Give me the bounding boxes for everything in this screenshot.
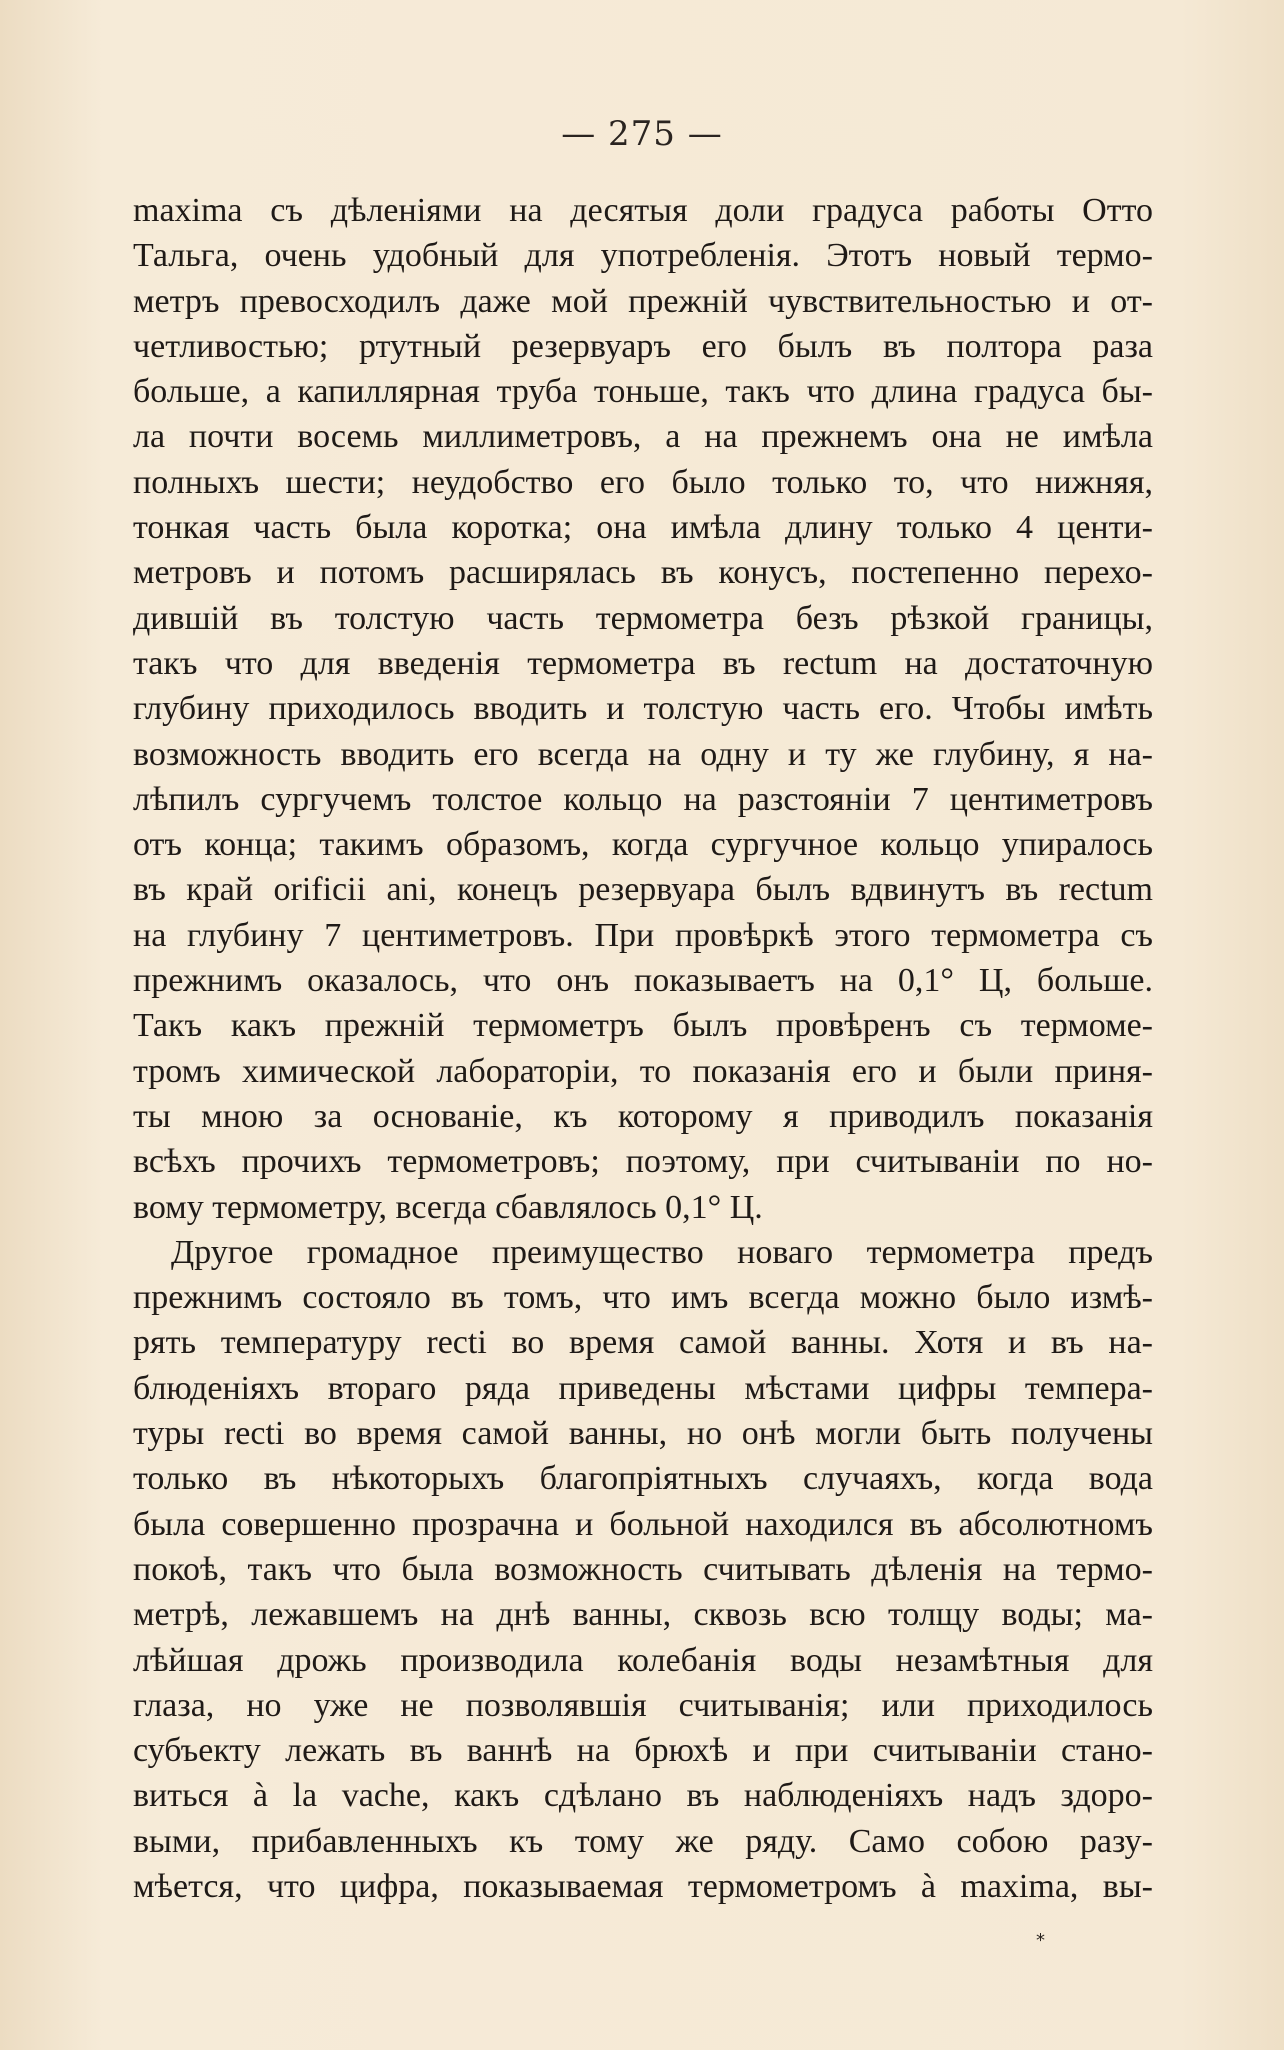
text-line: возможность вводить его всегда на одну и ту же глубину, я на- (133, 735, 1153, 773)
page-number: — 275 — (561, 114, 723, 154)
text-line: maxima съ дѣленiями на десятыя доли градуса работы Отто (133, 192, 1153, 229)
text-line: Другое громадное преимущество новаго термометра предъ (171, 1233, 1153, 1271)
text-line: Такъ какъ прежнiй термометръ былъ провѣренъ съ термоме- (133, 1007, 1153, 1045)
text-line: тонкая часть была коротка; она имѣла длину только 4 центи- (133, 509, 1153, 547)
text-line: ты мною за основанiе, къ которому я приводилъ показанiя (133, 1097, 1153, 1135)
text-line: метровъ и потомъ расширялась въ конусъ, постепенно перехо- (133, 554, 1153, 592)
text-line: въ край orificii ani, конецъ резервуара былъ вдвинутъ въ rectum (133, 871, 1153, 909)
text-line: тромъ химической лабораторiи, то показанiя его и были приня- (133, 1052, 1153, 1090)
text-line: метръ превосходилъ даже мой прежнiй чувствительностью и от- (133, 282, 1153, 320)
text-line: была совершенно прозрачна и больной находился въ абсолютномъ (133, 1505, 1153, 1543)
body-text (133, 188, 1153, 1909)
text-line: мѣется, что цифра, показываемая термометромъ à maxima, вы- (133, 1867, 1153, 1905)
text-line: полныхъ шести; неудобство его было только то, что нижняя, (133, 463, 1153, 501)
text-line: лѣйшая дрожь производила колебанiя воды незамѣтныя для (133, 1641, 1153, 1679)
text-line: глаза, но уже не позволявшiя считыванiя; или приходилось (133, 1686, 1153, 1724)
text-line: всѣхъ прочихъ термометровъ; поэтому, при считыванiи по но- (133, 1143, 1153, 1181)
text-line: метрѣ, лежавшемъ на днѣ ванны, сквозь всю толщу воды; ма- (133, 1596, 1153, 1634)
text-line: прежнимъ состояло въ томъ, что имъ всегда можно было измѣ- (133, 1279, 1153, 1317)
text-line: дившiй въ толстую часть термометра безъ рѣзкой границы, (133, 599, 1153, 637)
text-line: рять температуру recti во время самой ванны. Хотя и въ на- (133, 1324, 1153, 1362)
text-line: глубину приходилось вводить и толстую часть его. Чтобы имѣть (133, 690, 1153, 728)
text-line: субъекту лежать въ ваннѣ на брюхѣ и при считыванiи стано- (133, 1732, 1153, 1770)
text-line: только въ нѣкоторыхъ благопрiятныхъ случаяхъ, когда вода (133, 1460, 1153, 1498)
signature-mark: * (1036, 1930, 1045, 1951)
text-line: блюденiяхъ втораго ряда приведены мѣстами цифры темпера- (133, 1369, 1153, 1407)
text-line: прежнимъ оказалось, что онъ показываетъ на 0,1° Ц, больше. (133, 962, 1153, 1000)
text-line: виться à la vache, какъ сдѣлано въ наблюденiяхъ надъ здоро- (133, 1777, 1153, 1815)
text-line: ла почти восемь миллиметровъ, а на прежнемъ она не имѣла (133, 418, 1153, 456)
text-line: вому термометру, всегда сбавлялось 0,1° Ц. (133, 1188, 763, 1226)
text-line: такъ что для введенiя термометра въ rectum на достаточную (133, 644, 1153, 682)
text-line: выми, прибавленныхъ къ тому же ряду. Само собою разу- (133, 1822, 1153, 1860)
text-line: лѣпилъ сургучемъ толстое кольцо на разстоянiи 7 центиметровъ (133, 780, 1153, 818)
text-line: покоѣ, такъ что была возможность считывать дѣленiя на термо- (133, 1550, 1153, 1588)
text-line: на глубину 7 центиметровъ. При провѣркѣ этого термометра съ (133, 916, 1153, 954)
text-line: туры recti во время самой ванны, но онѣ могли быть получены (133, 1415, 1153, 1453)
text-line: Тальга, очень удобный для употребленiя. Этотъ новый термо- (133, 237, 1153, 275)
text-line: отъ конца; такимъ образомъ, когда сургучное кольцо упиралось (133, 826, 1153, 864)
text-line: больше, а капиллярная труба тоньше, такъ что длина градуса бы- (133, 373, 1153, 411)
text-line: четливостью; ртутный резервуаръ его былъ въ полтора раза (133, 327, 1153, 365)
